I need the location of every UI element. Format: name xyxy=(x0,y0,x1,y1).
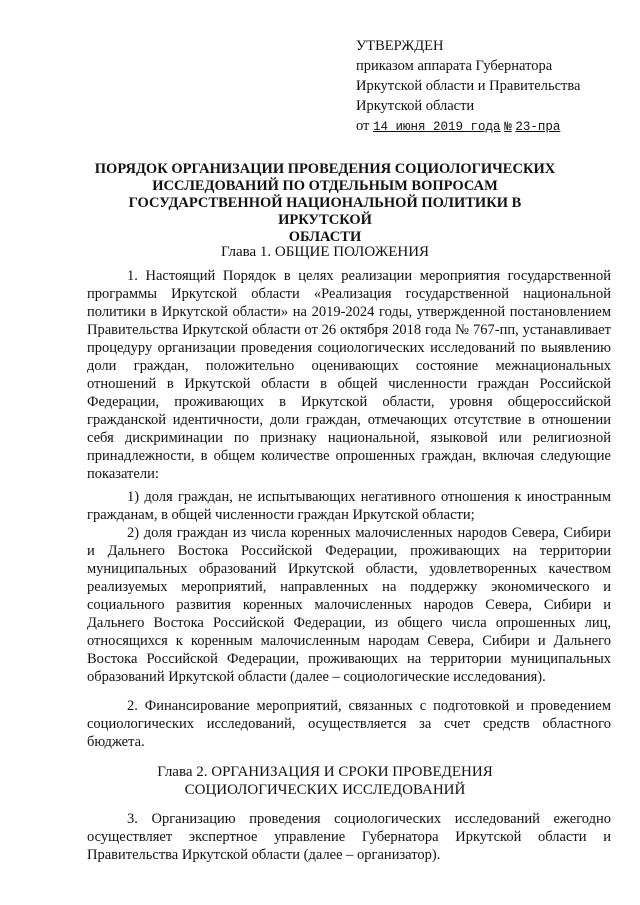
paragraph-1-item-1: 1) доля граждан, не испытывающих негативного отношения к иностранным гражданам, в общей численности граждан Иркутской области; xyxy=(87,489,611,523)
title-line-3: ГОСУДАРСТВЕННОЙ НАЦИОНАЛЬНОЙ ПОЛИТИКИ В ИРКУТСКОЙ xyxy=(128,195,522,228)
title-line-4: ОБЛАСТИ xyxy=(288,229,362,245)
chapter-2-title-line-1: Глава 2. ОРГАНИЗАЦИЯ И СРОКИ ПРОВЕДЕНИЯ xyxy=(157,764,493,780)
chapter-2-title xyxy=(82,763,568,799)
approval-line-2: Иркутской области и Правительства xyxy=(356,78,581,94)
paragraph-1: 1. Настоящий Порядок в целях реализации мероприятия государственной программы Иркутской области «Реализация государственной национальной политики в Иркутской области» на 2019-2024 годы, утвержденной постановлением Правительства Иркутской области от 26 октября 2018 года № 767-пп, устанавливает процедуру организации проведения социологических исследований по выявлению доли граждан, положительно оценивающих состояние межнациональных отношений в Иркутской области в общей численности граждан Российской Федерации, проживающих в Иркутской области, уровня общероссийской гражданской идентичности, доли граждан, отмечающих отсутствие в отношении себя дискриминации по признаку национальной, языковой или религиозной принадлежности, в общем количестве опрошенных граждан, включая следующие показатели: xyxy=(87,268,611,482)
title-line-2: ИССЛЕДОВАНИЙ ПО ОТДЕЛЬНЫМ ВОПРОСАМ xyxy=(152,178,498,194)
approval-heading: УТВЕРЖДЕН xyxy=(356,38,444,54)
paragraph-1-item-2: 2) доля граждан из числа коренных малочисленных народов Севера, Сибири и Дальнего Востока Российской Федерации, проживающих на территории муниципальных образований Иркутской области, удовлетворенных качеством реализуемых мероприятий, направленных на поддержку экономического и социального развития коренных малочисленных народов Севера, Сибири и Дальнего Востока Российской Федерации, из общего числа опрошенных лиц, относящихся к коренным малочисленным народам Севера, Сибири и Дальнего Востока Российской Федерации, проживающих на территории муниципальных образований Иркутской области (далее – социологические исследования). xyxy=(87,525,611,685)
approval-line-4 xyxy=(356,116,580,137)
approval-line-3: Иркутской области xyxy=(356,98,475,114)
paragraph-2: 2. Финансирование мероприятий, связанных с подготовкой и проведением социологических исследований, осуществляется за счет средств областного бюджета. xyxy=(87,698,611,750)
approval-date: 14 июня 2019 года xyxy=(373,120,501,134)
chapter-1-title: Глава 1. ОБЩИЕ ПОЛОЖЕНИЯ xyxy=(220,244,430,260)
title-line-1: ПОРЯДОК ОРГАНИЗАЦИИ ПРОВЕДЕНИЯ СОЦИОЛОГИЧЕСКИХ xyxy=(94,161,556,177)
approval-number: 23-пра xyxy=(515,120,561,134)
paragraph-3: 3. Организацию проведения социологических исследований ежегодно осуществляет экспертное управление Губернатора Иркутской области и Правительства Иркутской области (далее – организатор). xyxy=(87,811,611,863)
approval-stamp xyxy=(356,36,580,137)
document-title xyxy=(82,161,568,246)
chapter-2-title-line-2: СОЦИОЛОГИЧЕСКИХ ИССЛЕДОВАНИЙ xyxy=(184,782,466,798)
approval-date-prefix: от xyxy=(356,118,370,134)
approval-number-label: № xyxy=(504,120,512,134)
approval-line-1: приказом аппарата Губернатора xyxy=(356,58,553,74)
